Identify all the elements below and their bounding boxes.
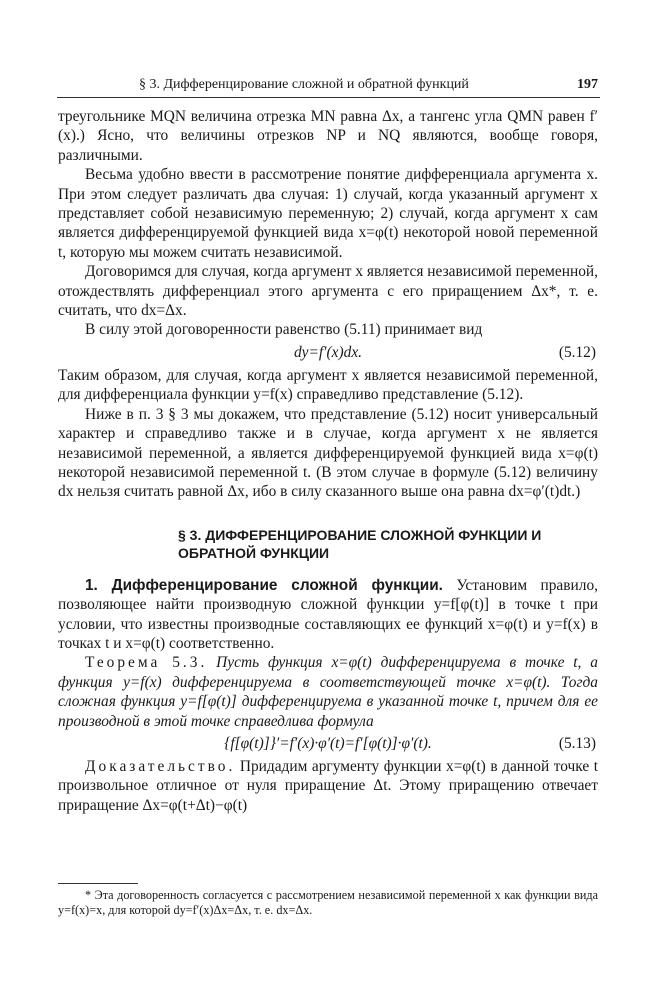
paragraph-independent-case: Таким образом, для случая, когда аргумент x является независимой переменной, для дифференциала функции y=f(x) справедливо представление (5.12). [58,366,598,404]
running-header-title: § 3. Дифференцирование сложной и обратной функций [139,77,469,92]
paragraph-universal-form: Ниже в п. 3 § 3 мы докажем, что представление (5.12) носит универсальный характер и справедливо также и в случае, когда аргумент x не является независимой переменной, а является дифференцируемой функцией вида x=φ(t) некоторой независимой переменной t. (В этом случае в формуле (5.12) величину dx нельзя считать равной Δx, ибо в силу сказанного выше она равна dx=φ′(t)dt.) [58,405,598,501]
equation-5-13-formula: {f[φ(t)]}′=f′(x)·φ′(t)=f′[φ(t)]·φ′(t). [224,734,432,752]
proof-paragraph [58,757,598,815]
section-title: § 3. ДИФФЕРЕНЦИРОВАНИЕ СЛОЖНОЙ ФУНКЦИИ И ОБРАТНОЙ ФУНКЦИИ [178,526,542,561]
equation-5-12-formula: dy=f′(x)dx. [293,343,362,361]
paragraph-differential-intro: Весьма удобно ввести в рассмотрение понятие дифференциала аргумента x. При этом следует различать два случая: 1) случай, когда указанный аргумент x представляет собой независимую переменную; 2) случай, когда аргумент x сам является дифференцируемой функцией вида x=φ(t) некоторой новой переменной t, которую мы можем считать независимой. [58,166,598,261]
proof-text: Придадим аргументу функции x=φ(t) в данной точке t произвольное отличное от нуля приращение Δt. Этому приращению отвечает приращение Δx=φ(t+Δt)−φ(t) [58,757,598,814]
equation-5-13 [58,731,598,757]
equation-5-12 [58,340,598,366]
paragraph-convention: Договоримся для случая, когда аргумент x является независимой переменной, отождествлять дифференциал этого аргумента с его приращением Δx*, т. е. считать, что dx=Δx. [58,263,598,320]
footnote: * Эта договоренность согласуется с рассмотрением независимой переменной x как функции вида y=f(x)=x, для которой dy=f′(x)Δx=Δx, т. е. dx=Δx. [58,888,598,917]
equation-5-12-number: (5.12) [558,343,596,361]
page-number: 197 [577,77,598,92]
subsection-paragraph [58,576,598,654]
subsection-text: Установим правило, позволяющее найти производную сложной функции y=f[φ(t)] в точке t при условии, что известны производные составляющих ее функций x=φ(t) и y=f(x) в точках t и x=φ(t) соответственно. [58,576,598,652]
running-header [57,77,600,98]
paragraph-continuation: треугольнике MQN величина отрезка MN равна Δx, а тангенс угла QMN равен f′(x).) Ясно, что величины отрезков NP и NQ являются, вообще говоря, различными. [58,108,598,164]
proof-label: Доказательство. [85,757,236,775]
equation-5-13-number: (5.13) [558,734,596,752]
theorem-statement: Пусть функция x=φ(t) дифференцируема в точке t, а функция y=f(x) дифференцируема в соответствующей точке x=φ(t). Тогда сложная функция y=f[φ(t)] дифференцируема в указанной точке t, причем для ее производной в этой точке справедлива формула [58,654,598,730]
theorem-label: Теорема 5.3. [85,654,208,672]
footnote-divider [58,883,138,884]
subsection-heading: 1. Дифференцирование сложной функции. [85,576,443,594]
theorem-5-3 [58,653,598,731]
main-text [58,107,598,815]
paragraph-equality-form: В силу этой договоренности равенство (5.11) принимает вид [85,321,483,339]
